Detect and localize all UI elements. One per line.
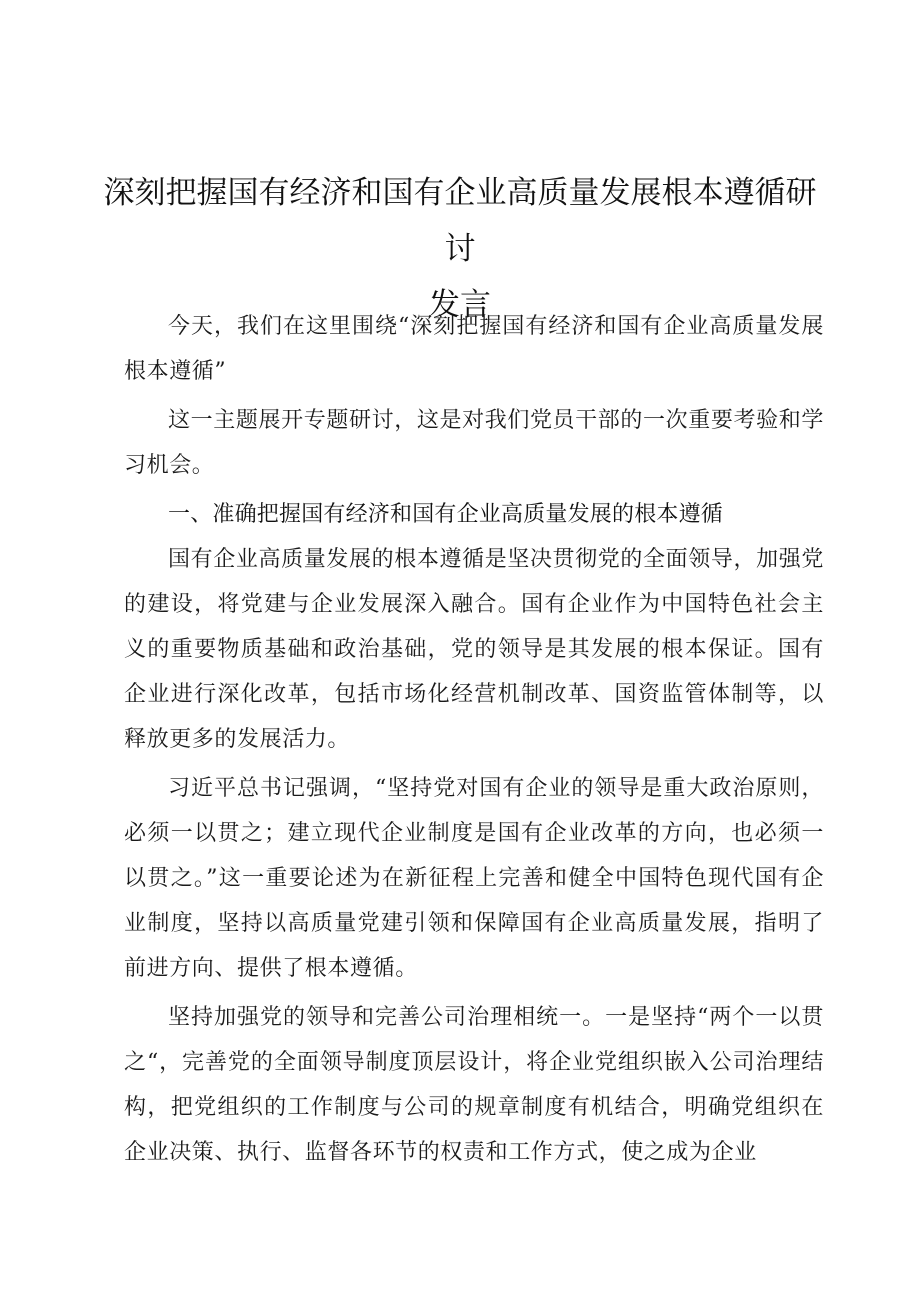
title-line-1: 深刻把握国有经济和国有企业高质量发展根本遵循研讨 [103,175,817,267]
paragraph-section1-3: 坚持加强党的领导和完善公司治理相统一。一是坚持“两个一以贯之“，完善党的全面领导制度顶层设计，将企业党组织嵌入公司治理结构，把党组织的工作制度与公司的规章制度有机结合，明确党组织在企业决策、执行、监督各环节的权责和工作方式，使之成为企业 [124,1005,824,1165]
section-heading-1: 一、准确把握国有经济和国有企业高质量发展的根本遵循 [168,502,724,527]
paragraph-intro-2: 这一主题展开专题研讨，这是对我们党员干部的一次重要考验和学习机会。 [124,408,824,478]
title-line-2: 发言 [429,287,491,323]
document-body [124,304,824,1179]
paragraph-section1-1: 国有企业高质量发展的根本遵循是坚决贯彻党的全面领导，加强党的建设，将党建与企业发展深入融合。国有企业作为中国特色社会主义的重要物质基础和政治基础，党的领导是其发展的根本保证。国有企业进行深化改革，包括市场化经营机制改革、国资监管体制等，以释放更多的发展活力。 [124,547,824,752]
paragraph-section1-2: 习近平总书记强调，“坚持党对国有企业的领导是重大政治原则，必须一以贯之；建立现代企业制度是国有企业改革的方向，也必须一以贯之。”这一重要论述为在新征程上完善和健全中国特色现代国有企业制度，坚持以高质量党建引领和保障国有企业高质量发展，指明了前进方向、提供了根本遵循。 [124,776,824,981]
paragraph-intro-1: 今天，我们在这里围绕“深刻把握国有经济和国有企业高质量发展根本遵循” [124,314,824,384]
